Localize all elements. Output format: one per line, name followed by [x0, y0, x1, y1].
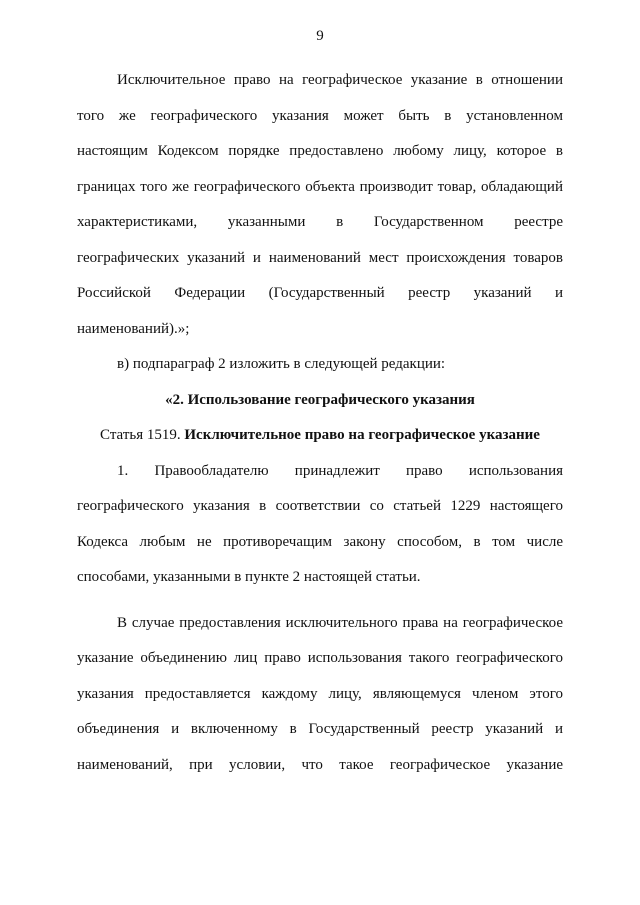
document-body: [77, 63, 563, 783]
text-line: наименований, при условии, что такое географическое указание: [77, 756, 563, 773]
text-line: указания предоставляется каждому лицу, являющемуся членом этого: [77, 685, 563, 702]
paragraph-association: [77, 606, 563, 784]
text-line: В случае предоставления исключительного права на географическое: [117, 614, 563, 631]
text-line: характеристиками, указанными в Государственном реестре: [77, 214, 563, 230]
text-line: настоящим Кодексом порядке предоставлено любому лицу, которое в: [77, 143, 563, 159]
paragraph-right-holder: [77, 454, 563, 596]
text-line: границах того же географического объекта производит товар, обладающий: [77, 178, 563, 195]
text-line: 1. Правообладателю принадлежит право использования: [117, 462, 563, 479]
text-line: Исключительное право на географическое указание в отношении: [117, 72, 563, 88]
text-line: географического указания в соответствии со статьей 1229 настоящего: [77, 498, 563, 514]
text-line: того же географического указания может быть в установленном: [77, 107, 563, 124]
article-heading: [77, 418, 563, 454]
amendment-instruction: в) подпараграф 2 изложить в следующей редакции:: [117, 356, 446, 372]
paragraph-exclusive-right: [77, 63, 563, 347]
text-line: географических указаний и наименований мест происхождения товаров: [77, 249, 563, 266]
article-number: Статья 1519.: [100, 427, 185, 443]
text-line: указание объединению лиц право использования такого географического: [77, 650, 563, 666]
text-line: объединения и включенному в Государственный реестр указаний и: [77, 721, 563, 737]
section-heading: «2. Использование географического указания: [165, 391, 475, 408]
text-line: Российской Федерации (Государственный реестр указаний и: [77, 285, 563, 301]
article-title: Исключительное право на географическое указание: [184, 427, 540, 443]
page-number: 9: [316, 28, 324, 44]
text-line: Кодекса любым не противоречащим закону способом, в том числе: [77, 533, 563, 550]
text-line: способами, указанными в пункте 2 настоящей статьи.: [77, 569, 421, 585]
paragraph-spacer: [77, 596, 563, 606]
text-line: наименований).»;: [77, 320, 190, 337]
